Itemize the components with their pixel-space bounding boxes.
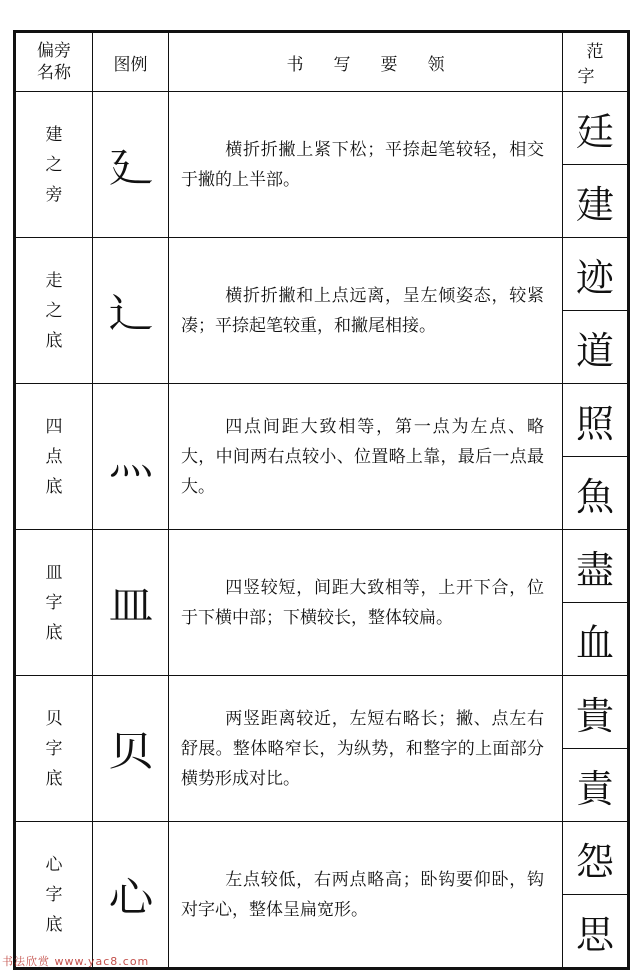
radical-figure-glyph: 廴 (108, 145, 153, 191)
radical-figure-cell (93, 530, 169, 676)
radical-figure-cell (93, 822, 169, 969)
radical-name-char: 皿 (45, 562, 63, 583)
radical-name-char: 贝 (45, 708, 63, 729)
radical-name-char: 点 (45, 446, 63, 467)
writing-points-cell (169, 530, 563, 676)
example-char-cell: 照 (563, 384, 629, 457)
radical-name-char: 底 (45, 768, 63, 789)
radical-name-char: 之 (45, 154, 63, 175)
example-char-cell: 道 (563, 311, 629, 384)
radical-figure-glyph: 辶 (108, 291, 153, 337)
table-row (15, 530, 629, 603)
writing-points-text: 四点间距大致相等，第一点为左点、略大，中间两右点较小、位置略上靠，最后一点最大。 (181, 416, 544, 497)
header-example-chars: 范字 (563, 32, 629, 92)
writing-points-text: 横折折撇上紧下松；平捺起笔较轻，相交于撇的上半部。 (181, 139, 544, 190)
table-row (15, 92, 629, 165)
radical-name-char: 底 (45, 476, 63, 497)
radical-figure-cell (93, 676, 169, 822)
radical-name-char: 建 (45, 124, 63, 145)
example-char-cell: 魚 (563, 457, 629, 530)
example-char-cell: 建 (563, 165, 629, 238)
writing-points-text: 左点较低，右两点略高；卧钩要仰卧，钩对字心，整体呈扁宽形。 (181, 869, 544, 920)
writing-points-text: 四竖较短，间距大致相等，上开下合，位于下横中部；下横较长，整体较扁。 (181, 577, 544, 628)
example-char-cell: 怨 (563, 822, 629, 895)
table-row (15, 384, 629, 457)
writing-points-cell (169, 92, 563, 238)
radical-figure-glyph: 皿 (108, 583, 153, 629)
radical-name-char: 心 (45, 854, 63, 875)
example-char-cell: 廷 (563, 92, 629, 165)
radical-name-char: 底 (45, 622, 63, 643)
example-char-cell: 迹 (563, 238, 629, 311)
radical-name-cell (15, 822, 93, 969)
radical-figure-cell (93, 238, 169, 384)
radical-name-char: 四 (45, 416, 63, 437)
radical-figure-glyph: 心 (108, 875, 153, 921)
radical-name-cell (15, 384, 93, 530)
table-header-row (15, 32, 629, 92)
radical-name-char: 走 (45, 270, 63, 291)
site-watermark: 书法欣赏 www.yac8.com (2, 955, 150, 968)
radical-name-char: 字 (45, 592, 63, 613)
writing-points-cell (169, 822, 563, 969)
radical-name-cell (15, 238, 93, 384)
radical-name-char: 字 (45, 884, 63, 905)
radical-name-char: 字 (45, 738, 63, 759)
radical-figure-glyph: 贝 (108, 729, 153, 775)
header-radical-name (15, 32, 93, 92)
header-radical-name-line1: 偏旁 (37, 41, 71, 61)
radical-name-char: 底 (45, 914, 63, 935)
writing-points-cell (169, 384, 563, 530)
header-figure: 图例 (93, 32, 169, 92)
table-row (15, 676, 629, 749)
radical-figure-cell (93, 384, 169, 530)
radical-name-char: 之 (45, 300, 63, 321)
radical-figure-glyph: 灬 (108, 437, 153, 483)
header-radical-name-line2: 名称 (37, 63, 71, 83)
example-char-cell: 貴 (563, 676, 629, 749)
table-row (15, 822, 629, 895)
radical-table (13, 30, 630, 970)
header-writing-points: 书写要领 (169, 32, 563, 92)
writing-points-text: 两竖距离较近，左短右略长；撇、点左右舒展。整体略窄长，为纵势，和整字的上面部分横势形成对比。 (181, 708, 544, 789)
radical-name-char: 旁 (45, 184, 63, 205)
example-char-cell: 思 (563, 895, 629, 969)
radical-name-cell (15, 92, 93, 238)
example-char-cell: 血 (563, 603, 629, 676)
writing-points-cell (169, 676, 563, 822)
writing-points-cell (169, 238, 563, 384)
radical-name-char: 底 (45, 330, 63, 351)
example-char-cell: 責 (563, 749, 629, 822)
radical-name-cell (15, 676, 93, 822)
brush-radical-table-sheet (13, 30, 627, 957)
table-row (15, 238, 629, 311)
radical-figure-cell (93, 92, 169, 238)
writing-points-text: 横折折撇和上点远离，呈左倾姿态，较紧凑；平捺起笔较重，和撇尾相接。 (181, 285, 544, 336)
example-char-cell: 盡 (563, 530, 629, 603)
radical-name-cell (15, 530, 93, 676)
